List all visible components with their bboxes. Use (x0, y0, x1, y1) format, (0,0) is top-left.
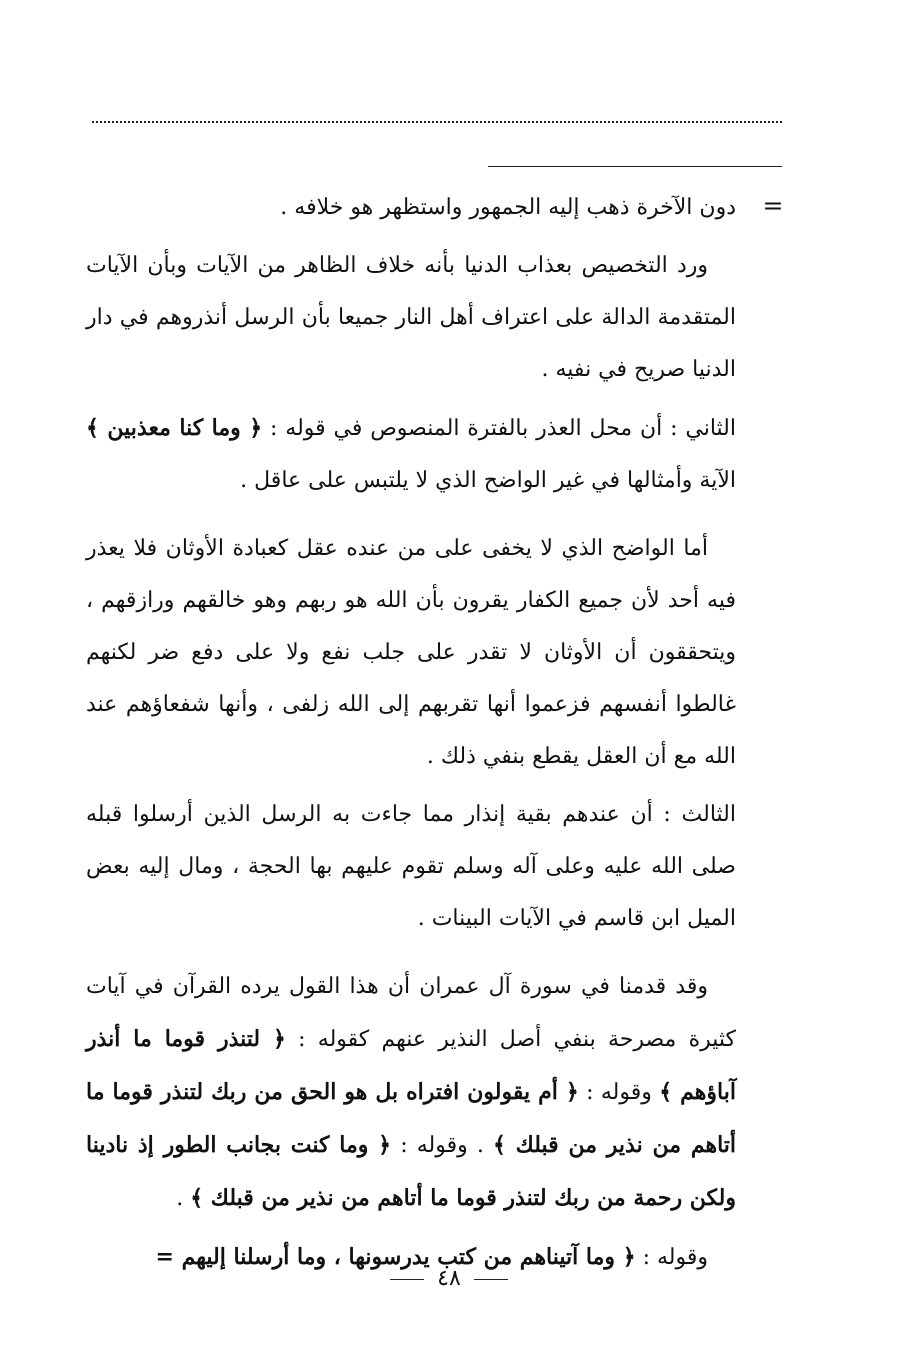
quran-quote: ﴿ وما آتيناهم من كتب يدرسونها ، وما أرسلنا إليهم = (155, 1244, 636, 1270)
paragraph (86, 789, 736, 945)
paragraph (86, 523, 736, 783)
header-dotted-rule (92, 121, 782, 123)
quran-quote: ﴿ وما كنت بجانب الطور إذ نادينا ولكن رحمة من ربك لتنذر قوما ما أتاهم من نذير من قبلك ﴾ (86, 1132, 736, 1211)
text-run: وقوله : (635, 1245, 708, 1270)
text-run: دون الآخرة ذهب إليه الجمهور واستظهر هو خلافه . (280, 195, 736, 220)
page-number-dash-right (390, 1279, 424, 1280)
text-run: وقد قدمنا في سورة آل عمران أن هذا القول يرده القرآن في آيات كثيرة مصرحة بنفي أصل النذير عنهم كقوله : (86, 974, 736, 1052)
text-run: الثاني : أن محل العذر بالفترة المنصوص في قوله : (262, 416, 736, 441)
footnote-separator-rule (488, 166, 782, 167)
paragraph (86, 961, 736, 1225)
page-text-body (86, 182, 736, 1284)
quran-quote: ﴿ وما كنا معذبين ﴾ (86, 415, 263, 441)
text-run: وقوله : (578, 1080, 660, 1105)
text-run: الآية وأمثالها في غير الواضح الذي لا يلتبس على عاقل . (240, 468, 736, 493)
paragraph (86, 240, 736, 396)
quran-quote: ﴿ لتنذر قوما ما أنذر آباؤهم ﴾ (86, 1026, 736, 1105)
page-number-dash-left (474, 1279, 508, 1280)
paragraph (86, 402, 736, 507)
text-run: ورد التخصيص بعذاب الدنيا بأنه خلاف الظاهر من الآيات وبأن الآيات المتقدمة الدالة على اعتراف أهل النار جميعا بأن الرسل أنذروهم في دار الدنيا صريح في نفيه . (86, 253, 736, 382)
quran-quote: ﴿ أم يقولون افتراه بل هو الحق من ربك لتنذر قوما ما أتاهم من نذير من قبلك ﴾ (86, 1079, 737, 1158)
text-run: . (176, 1186, 191, 1211)
page-number-footer (0, 1262, 898, 1296)
text-run: . وقوله : (391, 1133, 493, 1158)
text-run: أما الواضح الذي لا يخفى على من عنده عقل كعبادة الأوثان فلا يعذر فيه أحد لأن جميع الكفار يقرون بأن الله هو ربهم وهو خالقهم ورازقهم ، ويتحققون أن الأوثان لا تقدر على جلب نفع ولا على دفع ضر لكنهم غالطوا أنفسهم فزعموا أنها تقربهم إلى الله زلفى ، وأنها شفعاؤهم عند الله مع أن العقل يقطع بنفي ذلك . (86, 536, 736, 769)
text-run: الثالث : أن عندهم بقية إنذار مما جاءت به الرسل الذين أرسلوا قبله صلى الله عليه وعلى آله وسلم تقوم عليهم بها الحجة ، ومال إليه بعض الميل ابن قاسم في الآيات البينات . (86, 802, 736, 931)
paragraph (86, 182, 736, 234)
page-number: ٤٨ (437, 1266, 461, 1291)
continuation-mark: = (762, 191, 784, 220)
